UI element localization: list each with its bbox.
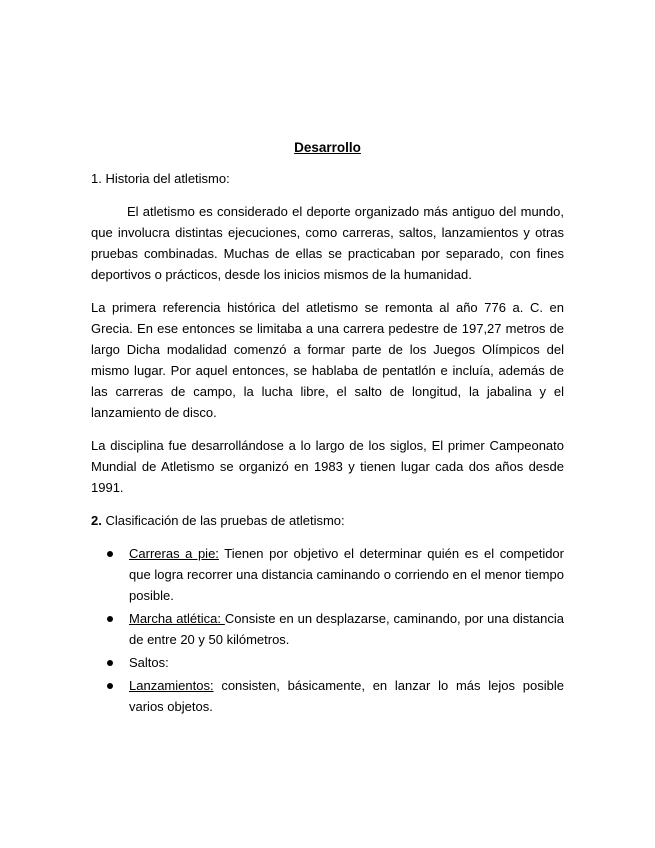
classification-list — [91, 543, 564, 717]
list-item-text: consisten, básicamente, en lanzar lo más lejos posible varios objetos. — [129, 678, 564, 714]
list-item-text: Tienen por objetivo el determinar quién es el competidor que logra recorrer una distancia caminando o corriendo en el menor tiempo posible. — [129, 546, 564, 603]
section-2-heading-text: Clasificación de las pruebas de atletismo: — [101, 513, 345, 528]
document-page — [91, 137, 564, 719]
section-2-heading — [91, 510, 564, 531]
section-1-paragraph-2: La primera referencia histórica del atletismo se remonta al año 776 a. C. en Grecia. En ese entonces se limitaba a una carrera pedestre de 197,27 metros de largo Dicha modalidad comenzó a formar parte de los Juegos Olímpicos del mismo lugar. Por aquel entonces, se hablaba de pentatlón e incluía, además de las carreras de campo, la lucha libre, el salto de longitud, la jabalina y el lanzamiento de disco. — [91, 300, 564, 420]
list-item — [91, 675, 564, 717]
bullet-icon — [107, 660, 113, 666]
list-item — [91, 543, 564, 606]
list-item-text: Saltos: — [129, 655, 169, 670]
document-title: Desarrollo — [294, 140, 361, 155]
list-item — [91, 608, 564, 650]
bullet-icon — [107, 616, 113, 622]
list-item-term: Carreras a pie: — [129, 546, 219, 561]
section-1-paragraph-3: La disciplina fue desarrollándose a lo largo de los siglos, El primer Campeonato Mundial de Atletismo se organizó en 1983 y tienen lugar cada dos años desde 1991. — [91, 438, 564, 495]
bullet-icon — [107, 683, 113, 689]
list-item-text: Consiste en un desplazarse, caminando, por una distancia de entre 20 y 50 kilómetros. — [129, 611, 564, 647]
list-item — [91, 652, 564, 673]
section-2-heading-number: 2. — [91, 513, 102, 528]
bullet-icon — [107, 551, 113, 557]
list-item-term: Lanzamientos: — [129, 678, 214, 693]
section-1-paragraph-1: El atletismo es considerado el deporte organizado más antiguo del mundo, que involucra distintas ejecuciones, como carreras, saltos, lanzamientos y otras pruebas combinadas. Muchas de ellas se practicaban por separado, con fines deportivos o prácticos, desde los inicios mismos de la humanidad. — [91, 204, 564, 282]
section-1-heading: 1. Historia del atletismo: — [91, 171, 230, 186]
list-item-term: Marcha atlética: — [129, 611, 225, 626]
